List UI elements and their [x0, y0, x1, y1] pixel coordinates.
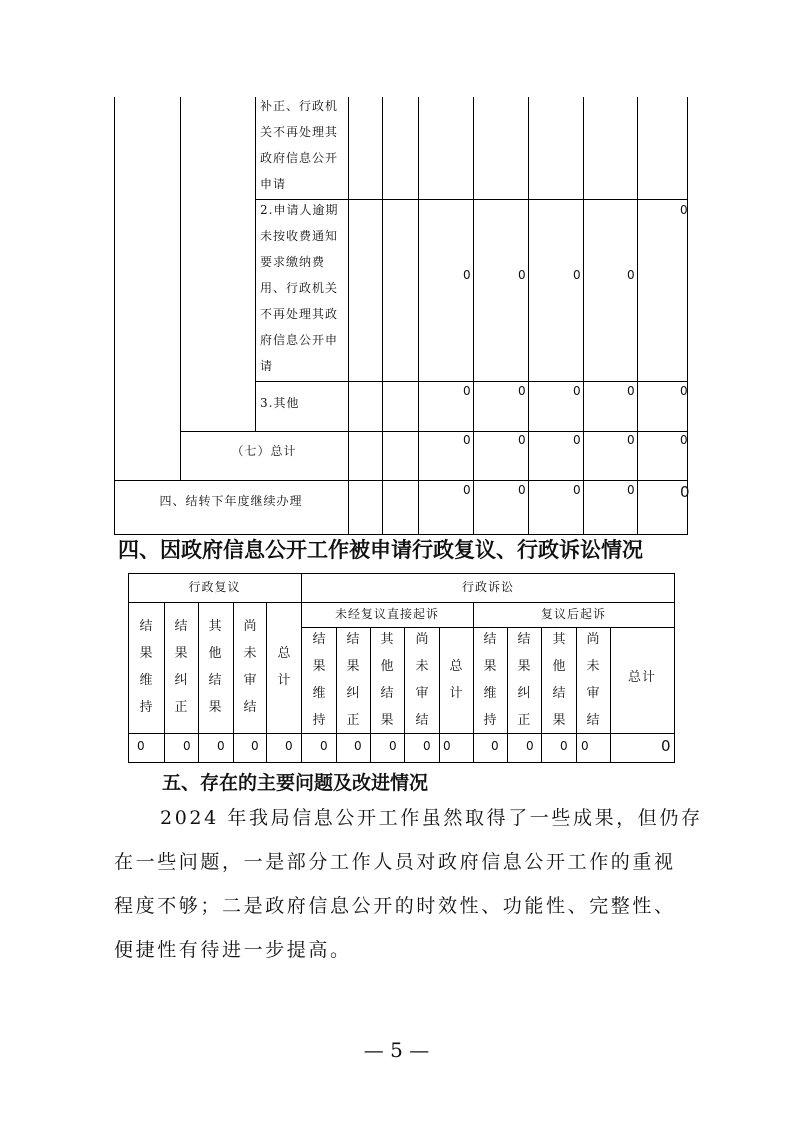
row-label-other: 3.其他	[260, 396, 300, 410]
cell-value: 0	[573, 268, 581, 282]
cell-value: 0	[526, 739, 534, 753]
col-header: 结果纠正	[174, 619, 188, 715]
col-header: 结果纠正	[517, 632, 531, 728]
cell-value: 0	[423, 739, 431, 753]
col-header: 尚未审结	[415, 632, 429, 728]
cell-value: 0	[680, 483, 690, 501]
col-header: 总计	[627, 670, 656, 685]
cell-value: 0	[573, 433, 581, 447]
section-5-line: 程度不够；二是政府信息公开的时效性、功能性、完整性、	[114, 895, 676, 917]
cell-value: 0	[463, 384, 471, 398]
cell-value: 0	[463, 433, 471, 447]
col-header: 结果维持	[483, 632, 497, 728]
section-5-line: 便捷性有待进一步提高。	[114, 939, 352, 961]
cell-value: 0	[463, 268, 471, 282]
cell-value: 0	[573, 384, 581, 398]
row-label-carry-over: 四、结转下年度继续办理	[159, 494, 303, 508]
cell-value: 0	[389, 739, 397, 753]
cell-value: 0	[518, 483, 526, 497]
cell-value: 0	[560, 739, 568, 753]
cell-value: 0	[627, 384, 635, 398]
cell-value: 0	[217, 739, 225, 753]
section-5-line: 在一些问题，一是部分工作人员对政府信息公开工作的重视	[114, 851, 676, 873]
cell-value: 0	[463, 483, 471, 497]
col-header: 其他结果	[208, 619, 222, 715]
col-header: 总计	[277, 646, 291, 688]
col-header: 尚未审结	[243, 619, 257, 715]
cell-value: 0	[183, 739, 191, 753]
cell-value: 0	[680, 433, 688, 447]
cell-value: 0	[581, 739, 589, 753]
cell-value: 0	[661, 737, 671, 755]
cell-value: 0	[518, 268, 526, 282]
col-header: 尚未审结	[586, 632, 600, 728]
cell-value: 0	[680, 384, 688, 398]
cell-value: 0	[518, 433, 526, 447]
cell-value: 0	[627, 483, 635, 497]
col-header: 总计	[449, 659, 463, 701]
row-label-continuation: 补正、行政机关不再处理其政府信息公开申请	[260, 99, 339, 191]
row-label-fee-overdue: 2.申请人逾期未按收费通知要求缴纳费用、行政机关不再处理其政府信息公开申请	[260, 203, 339, 373]
col-header: 其他结果	[552, 632, 566, 728]
cell-value: 0	[680, 203, 688, 217]
col-header: 结果纠正	[346, 632, 360, 728]
cell-value: 0	[491, 739, 499, 753]
cell-value: 0	[285, 739, 293, 753]
cell-value: 0	[320, 739, 328, 753]
section-5-line: 2024 年我局信息公开工作虽然取得了一些成果，但仍存	[160, 807, 703, 829]
cell-value: 0	[251, 739, 259, 753]
cell-value: 0	[627, 433, 635, 447]
cell-value: 0	[443, 739, 451, 753]
cell-value: 0	[573, 483, 581, 497]
header-direct-suit: 未经复议直接起诉	[334, 607, 439, 621]
header-administrative-litigation: 行政诉讼	[461, 580, 514, 594]
section-4-heading: 四、因政府信息公开工作被申请行政复议、行政诉讼情况	[118, 538, 643, 562]
header-administrative-review: 行政复议	[188, 580, 241, 594]
cell-value: 0	[354, 739, 362, 753]
col-header: 其他结果	[380, 632, 394, 728]
col-header: 结果维持	[139, 619, 153, 715]
header-suit-after-review: 复议后起诉	[540, 607, 606, 621]
page-number: — 5 —	[363, 1038, 430, 1062]
col-header: 结果维持	[312, 632, 326, 728]
row-label-total: （七）总计	[231, 444, 297, 458]
cell-value: 0	[627, 268, 635, 282]
cell-value: 0	[518, 384, 526, 398]
cell-value: 0	[137, 739, 145, 753]
section-5-heading: 五、存在的主要问题及改进情况	[162, 772, 429, 794]
